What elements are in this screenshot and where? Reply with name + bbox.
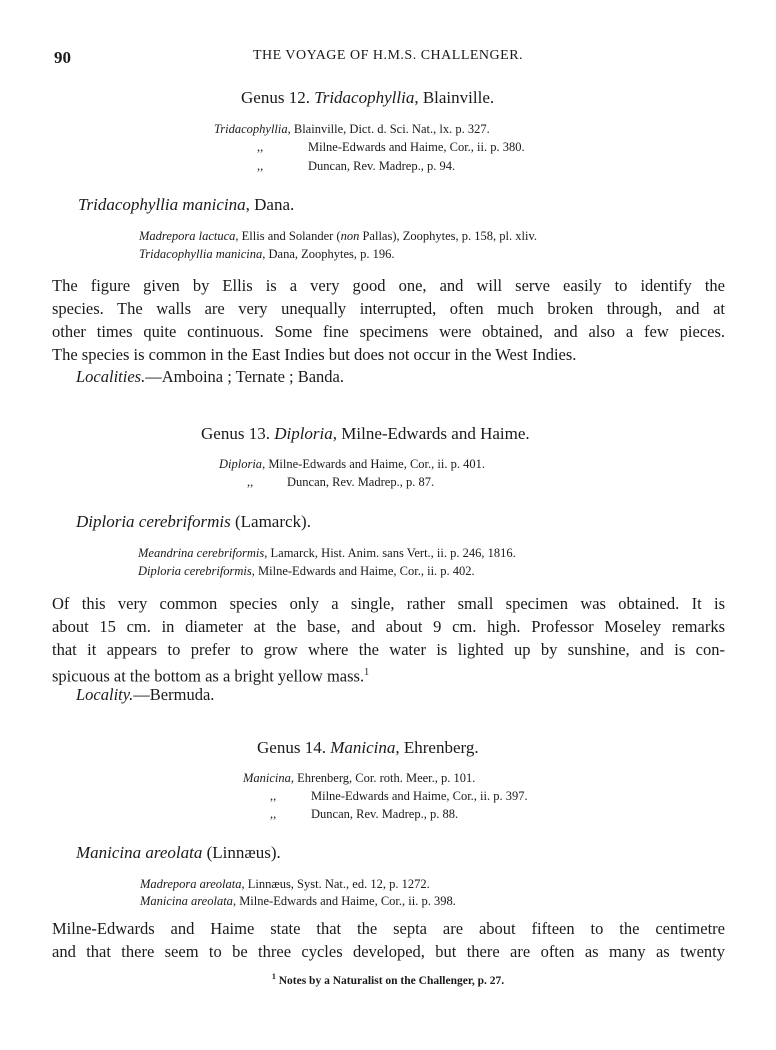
- footnote-reference: 1: [364, 667, 370, 678]
- species-diploria-cerebriformis: Diploria cerebriformis (Lamarck).: [76, 512, 311, 531]
- species-tridacophyllia-manicina: Tridacophyllia manicina, Dana.: [78, 195, 295, 214]
- genus-14-synonym-2-mark: ,,: [270, 789, 277, 803]
- genus-14-synonym-3: Duncan, Rev. Madrep., p. 88.: [311, 807, 459, 821]
- localities-line: Localities.—Amboina ; Ternate ; Banda.: [76, 367, 345, 386]
- species-manicina-areolata: Manicina areolata (Linnæus).: [76, 843, 281, 862]
- species-synonym-diploria-cerebriformis: Diploria cerebriformis, Milne-Edwards and Haime, Cor., ii. p. 402.: [138, 564, 475, 578]
- species-synonym-tridacophyllia-manicina: Tridacophyllia manicina, Dana, Zoophytes, p. 196.: [139, 247, 395, 261]
- genus-12-synonym-2: Milne-Edwards and Haime, Cor., ii. p. 380.: [308, 140, 525, 154]
- genus-14-heading: Genus 14. Manicina, Ehrenberg.: [257, 738, 479, 757]
- paragraph-line: species. The walls are very unequally interrupted, often much broken through, and at: [52, 299, 725, 318]
- species-synonym-manicina-areolata: Manicina areolata, Milne-Edwards and Haime, Cor., ii. p. 398.: [140, 894, 456, 908]
- genus-12-synonym-3-mark: ,,: [257, 159, 264, 173]
- footnote-mark: 1: [271, 972, 276, 981]
- footnote: $^1$ Notes by a Naturalist on the Challenger, p. 27.: [271, 972, 505, 987]
- locality-line: Locality.—Bermuda.: [76, 685, 215, 704]
- species-synonym-madrepora-lactuca: Madrepora lactuca, Ellis and Solander (non Pallas), Zoophytes, p. 158, pl. xliv.: [139, 229, 538, 243]
- paragraph-line: and that there seem to be three cycles developed, but there are often as many as twenty: [52, 942, 725, 961]
- genus-14-synonym-1: Manicina, Ehrenberg, Cor. roth. Meer., p. 101.: [243, 771, 476, 785]
- paragraph-line: Of this very common species only a single, rather small specimen was obtained. It is: [52, 594, 725, 613]
- genus-12-synonym-3: Duncan, Rev. Madrep., p. 94.: [308, 159, 456, 173]
- genus-14-synonym-3-mark: ,,: [270, 807, 277, 821]
- paragraph-line: about 15 cm. in diameter at the base, and about 9 cm. high. Professor Moseley remarks: [52, 617, 725, 636]
- genus-12-heading: Genus 12. Tridacophyllia, Blainville.: [241, 88, 495, 107]
- genus-13-heading: Genus 13. Diploria, Milne-Edwards and Haime.: [201, 424, 530, 443]
- paragraph-line: spicuous at the bottom as a bright yellow mass.$^1$: [52, 666, 370, 686]
- genus-13-synonym-2: Duncan, Rev. Madrep., p. 87.: [287, 475, 435, 489]
- species-synonym-meandrina-cerebriformis: Meandrina cerebriformis, Lamarck, Hist. Anim. sans Vert., ii. p. 246, 1816.: [138, 546, 516, 560]
- genus-12-synonym-2-mark: ,,: [257, 140, 264, 154]
- genus-13-synonym-1: Diploria, Milne-Edwards and Haime, Cor., ii. p. 401.: [219, 457, 485, 471]
- genus-13-synonym-2-mark: ,,: [247, 475, 254, 489]
- paragraph-line: other times quite continuous. Some fine specimens were obtained, and also a few pieces.: [52, 322, 725, 341]
- paragraph-line: The figure given by Ellis is a very good one, and will serve easily to identify the: [52, 276, 725, 295]
- paragraph-line: Milne-Edwards and Haime state that the septa are about fifteen to the centimetre: [52, 919, 725, 938]
- species-synonym-madrepora-areolata: Madrepora areolata, Linnæus, Syst. Nat., ed. 12, p. 1272.: [140, 877, 430, 891]
- paragraph-line: The species is common in the East Indies but does not occur in the West Indies.: [52, 345, 577, 364]
- paragraph-line: that it appears to prefer to grow where the water is lighted up by sunshine, and is con-: [52, 640, 725, 659]
- genus-12-synonym-1: Tridacophyllia, Blainville, Dict. d. Sci. Nat., lx. p. 327.: [214, 122, 490, 136]
- running-title: THE VOYAGE OF H.M.S. CHALLENGER.: [252, 48, 524, 63]
- genus-14-synonym-2: Milne-Edwards and Haime, Cor., ii. p. 397.: [311, 789, 528, 803]
- page-number: 90: [54, 48, 71, 67]
